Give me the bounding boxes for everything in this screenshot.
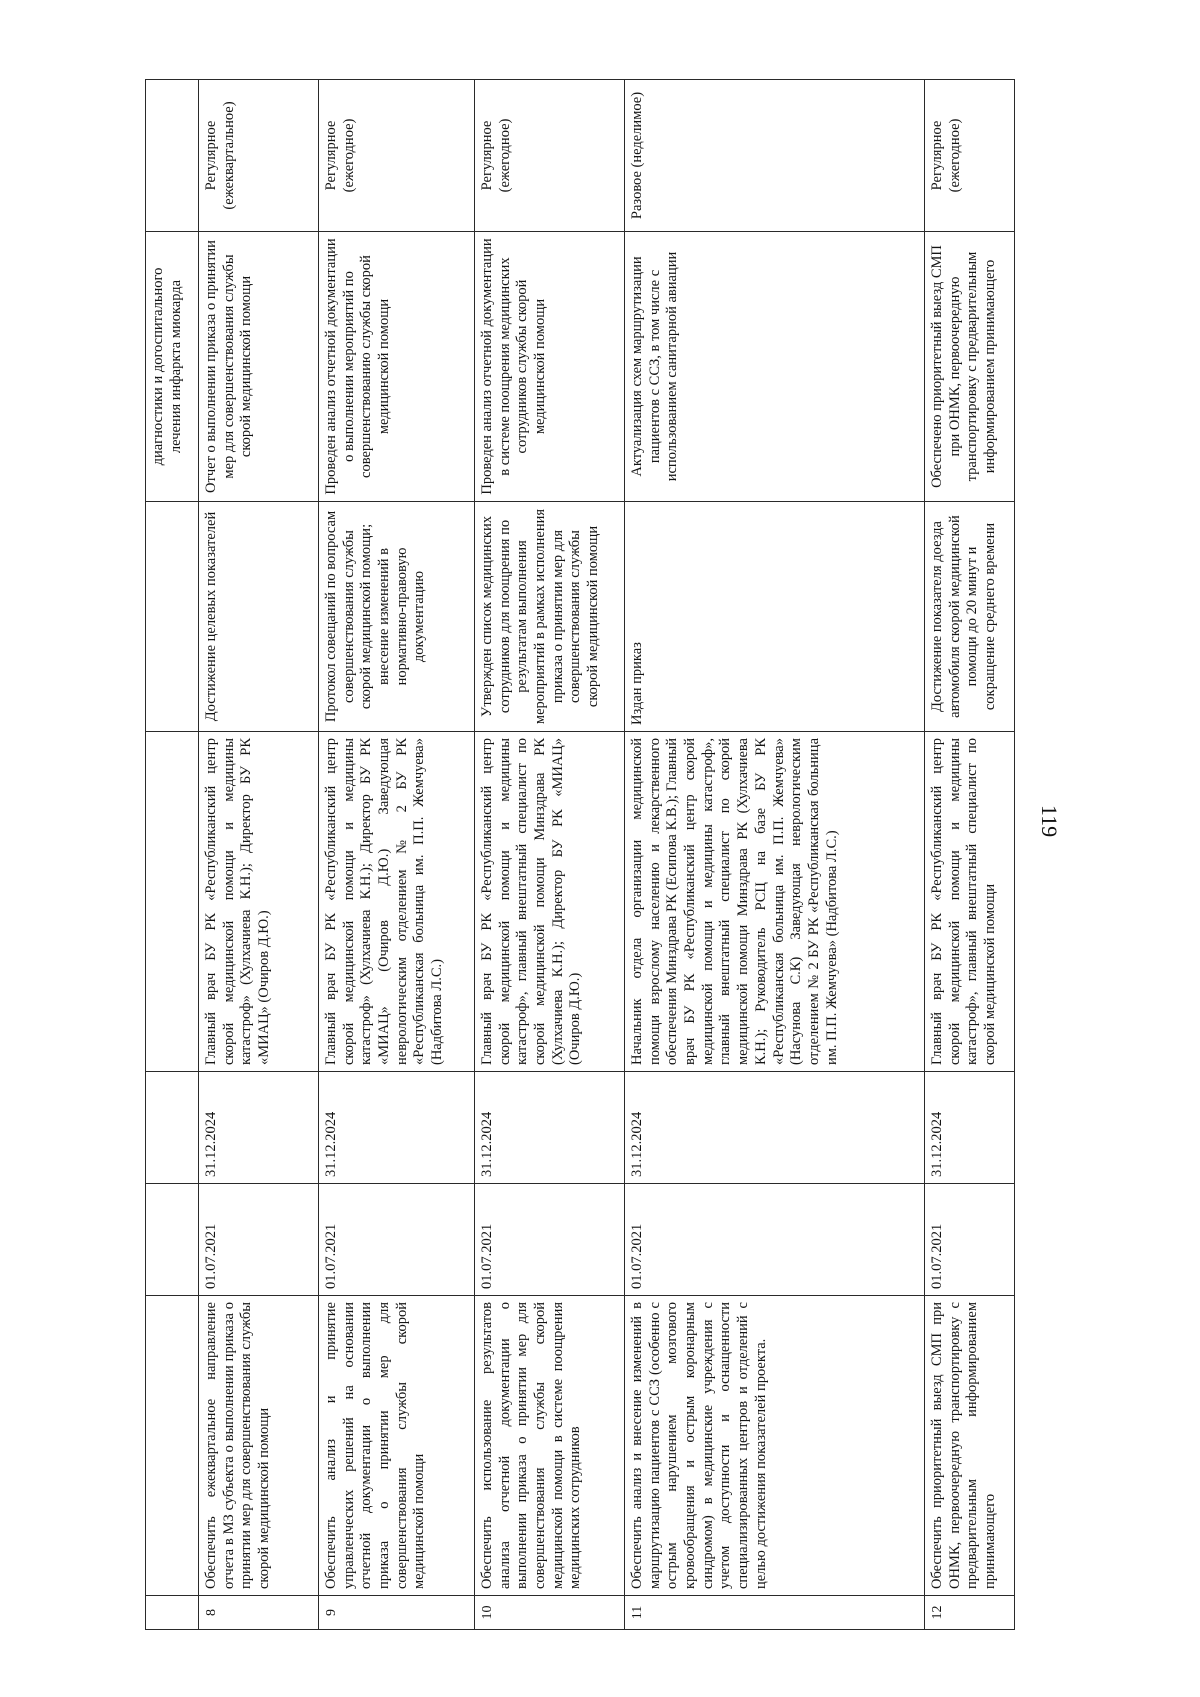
responsible-cell: Главный врач БУ РК «Республиканский центр скорой медицинской помощи и медицины катастроф», главный внештатный специалист по скорой медицинской помощи [925,732,1015,1072]
blank-cell [146,1072,199,1184]
end-date-cell: 31.12.2024 [199,1072,319,1184]
action-cell: Обеспечить использование результатов анализа отчетной документации о выполнении приказа о принятии мер для совершенствования службы скорой медицинской помощи в системе поощрения медицинских сотрудников [475,1296,625,1596]
action-cell: Обеспечить анализ и принятие управленческих решений на основании отчетной документации о выполнении приказа о принятии мер для совершенствования службы скорой медицинской помощи [319,1296,475,1596]
plan-table [145,79,1015,1630]
indicator-cell: Протокол совещаний по вопросам совершенствования службы скорой медицинской помощи; внесение изменений в нормативно-правовую документацию [319,502,475,732]
result-cell: Отчет о выполнении приказа о принятии мер для совершенствования службы скорой медицинской помощи [199,232,319,502]
table-row [475,80,625,1630]
result-continuation-line: лечения инфаркта миокарда [167,279,184,454]
blank-cell [146,1296,199,1596]
continuation-row [146,80,199,1630]
end-date-cell: 31.12.2024 [475,1072,625,1184]
result-cell: Обеспечено приоритетный выезд СМП при ОНМК, первоочередную транспортировку с предварительным информированием принимающего [925,232,1015,502]
rotated-table-wrapper [145,80,1015,1630]
start-date-cell: 01.07.2021 [199,1184,319,1296]
type-cell: Регулярное (ежегодное) [319,80,475,232]
indicator-cell: Достижение целевых показателей [199,502,319,732]
plan-table-container [145,80,1015,1630]
indicator-cell: Утвержден список медицинских сотрудников для поощрения по результатам выполнения мероприятий в рамках исполнения приказа о принятии мер для совершенствования службы скорой медицинской помощи [475,502,625,732]
blank-cell [146,80,199,232]
action-cell: Обеспечить ежеквартальное направление отчета в МЗ субъекта о выполнении приказа о принятии мер для совершенствования службы скорой медицинской помощи [199,1296,319,1596]
result-cell: Актуализация схем маршрутизации пациентов с ССЗ, в том числе с использованием санитарной авиации [625,232,925,502]
end-date-cell: 31.12.2024 [925,1072,1015,1184]
responsible-cell: Главный врач БУ РК «Республиканский центр скорой медицинской помощи и медицины катастроф» (Хулхачиева К.Н.); Директор БУ РК «МИАЦ» (Очиров Д.Ю.) Заведующая неврологическим отделением № 2 БУ РК «Республиканская больница им. П.П. Жемчуева» (Надбитова Л.С.) [319,732,475,1072]
result-continuation-line: диагностики и догоспитального [150,267,166,466]
type-cell: Регулярное (ежегодное) [475,80,625,232]
end-date-cell: 31.12.2024 [319,1072,475,1184]
start-date-cell: 01.07.2021 [625,1184,925,1296]
type-cell: Регулярное (ежеквартальное) [199,80,319,232]
type-cell: Регулярное (ежегодное) [925,80,1015,232]
responsible-cell: Начальник отдела организации медицинской помощи взрослому населению и лекарственного обеспечения Минздрава РК (Есипова К.В.); Главный врач БУ РК «Республиканский центр скорой медицинской помощи и медицины катастроф», главный внештатный специалист по скорой медицинской помощи Минздрава РК (Хулхачиева К.Н.); Руководитель РСЦ на базе БУ РК «Республиканская больница им. П.П. Жемчуева» (Насунова С.К) Заведующая неврологическим отделением № 2 БУ РК «Республиканская больница им. П.П. Жемчуева» (Надбитова Л.С.) [625,732,925,1072]
end-date-cell: 31.12.2024 [625,1072,925,1184]
row-number: 11 [625,1596,925,1630]
row-number: 8 [199,1596,319,1630]
responsible-cell: Главный врач БУ РК «Республиканский центр скорой медицинской помощи и медицины катастроф», главный внештатный специалист по скорой медицинской помощи Минздрава РК (Хулхачиева К.Н.); Директор БУ РК «МИАЦ» (Очиров Д.Ю.) [475,732,625,1072]
action-cell: Обеспечить анализ и внесение изменений в маршрутизацию пациентов с ССЗ (особенно с острым нарушением мозгового кровообращения и острым коронарным синдромом) в медицинские учреждения с учетом доступности и оснащенности специализированных центров и отделений с целью достижения показателей проекта. [625,1296,925,1596]
start-date-cell: 01.07.2021 [475,1184,625,1296]
table-row [319,80,475,1630]
responsible-cell: Главный врач БУ РК «Республиканский центр скорой медицинской помощи и медицины катастроф» (Хулхачиева К.Н.); Директор БУ РК «МИАЦ» (Очиров Д.Ю.) [199,732,319,1072]
row-number: 9 [319,1596,475,1630]
type-cell: Разовое (неделимое) [625,80,925,232]
indicator-cell: Достижение показателя доезда автомобиля скорой медицинской помощи до 20 минут и сокращение среднего времени [925,502,1015,732]
blank-cell [146,1596,199,1630]
blank-cell [146,1184,199,1296]
result-cell: Проведен анализ отчетной документации в системе поощрения медицинских сотрудников службы скорой медицинской помощи [475,232,625,502]
blank-cell [146,732,199,1072]
action-cell: Обеспечить приоритетный выезд СМП при ОНМК, первоочередную транспортировку с предварительным информированием принимающего [925,1296,1015,1596]
start-date-cell: 01.07.2021 [925,1184,1015,1296]
start-date-cell: 01.07.2021 [319,1184,475,1296]
blank-cell [146,502,199,732]
table-row [925,80,1015,1630]
result-cell: Проведен анализ отчетной документации о выполнении мероприятий по совершенствованию службы скорой медицинской помощи [319,232,475,502]
result-continuation-cell [146,232,199,502]
row-number: 10 [475,1596,625,1630]
row-number: 12 [925,1596,1015,1630]
indicator-cell: Издан приказ [625,502,925,732]
table-row [625,80,925,1630]
table-row [199,80,319,1630]
page-number: 119 [1037,804,1063,838]
